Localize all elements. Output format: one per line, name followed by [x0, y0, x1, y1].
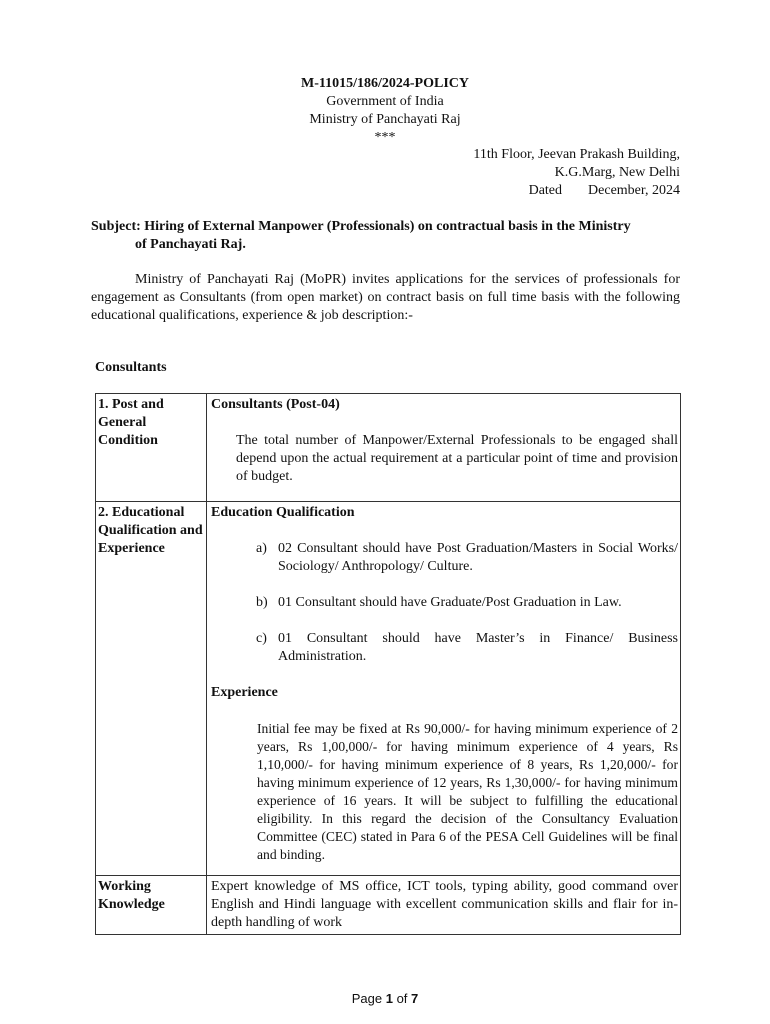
address-line-1: 11th Floor, Jeevan Prakash Building,	[473, 147, 680, 162]
document-header	[0, 75, 770, 147]
post-condition-text: The total number of Manpower/External Professionals to be engaged shall depend upon the actual requirement at a particular point of time and provision of budget.	[236, 433, 678, 484]
page-word: Page	[351, 991, 383, 1006]
row-body-education	[207, 502, 681, 876]
subject-line-2: of Panchayati Raj.	[135, 237, 246, 252]
section-title: Consultants	[95, 360, 167, 375]
page-total: 7	[411, 991, 419, 1006]
of-word: of	[396, 991, 408, 1006]
education-heading: Education Qualification	[211, 505, 355, 520]
dated-label: Dated	[528, 183, 563, 198]
experience-text: Initial fee may be fixed at Rs 90,000/- for having minimum experience of 2 years, Rs 1,00,000/- for having minimum experience of 4 years, Rs 1,10,000/- for having minimum experience of 8 years, Rs 1,20,000/- for having minimum experience of 12 years, Rs 1,30,000/- for having minimum experience of 16 years. It will be subject to fulfilling the educational eligibility. In this regard the decision of the Consultancy Evaluation Committee (CEC) stated in Para 6 of the PESA Cell Guidelines will be final and binding.	[257, 721, 678, 862]
dated-line	[473, 182, 680, 200]
table-row	[96, 502, 681, 876]
intro-paragraph: Ministry of Panchayati Raj (MoPR) invites applications for the services of professionals for engagement as Consultants (from open market) on contract basis on full time basis with the following educational qualifications, experience & job description:-	[91, 272, 680, 323]
page-number: 1	[385, 991, 393, 1006]
address-line-2: K.G.Marg, New Delhi	[554, 165, 680, 180]
reference-number: M-11015/186/2024-POLICY	[301, 76, 469, 91]
subject-line	[91, 218, 680, 254]
address-block	[473, 146, 680, 200]
separator-stars: ***	[374, 130, 396, 145]
experience-heading: Experience	[211, 685, 278, 700]
government-line: Government of India	[326, 94, 444, 109]
row-label-working-knowledge: Working Knowledge	[96, 876, 207, 935]
list-item: b) 01 Consultant should have Graduate/Post Graduation in Law.	[256, 595, 622, 610]
row-body-post	[207, 394, 681, 502]
consultant-table	[95, 393, 681, 935]
working-knowledge-text: Expert knowledge of MS office, ICT tools, typing ability, good command over English and Hindi language with excellent communication skills and flair for in-depth handling of work	[207, 876, 681, 935]
row-label-education: 2. Educational Qualification and Experience	[96, 502, 207, 876]
page-footer	[0, 991, 770, 1006]
table-row	[96, 394, 681, 502]
ministry-line: Ministry of Panchayati Raj	[309, 112, 461, 127]
table-row	[96, 876, 681, 935]
post-heading: Consultants (Post-04)	[211, 397, 340, 412]
list-item: c) 01 Consultant should have Master’s in Finance/ Business Administration.	[256, 631, 678, 664]
dated-value: December, 2024	[588, 183, 680, 198]
row-label-post: 1. Post and General Condition	[96, 394, 207, 502]
list-item: a) 02 Consultant should have Post Graduation/Masters in Social Works/ Sociology/ Anthropology/ Culture.	[256, 541, 678, 574]
subject-line-1: Subject: Hiring of External Manpower (Professionals) on contractual basis in the Ministry	[91, 219, 631, 234]
education-list	[256, 540, 678, 666]
